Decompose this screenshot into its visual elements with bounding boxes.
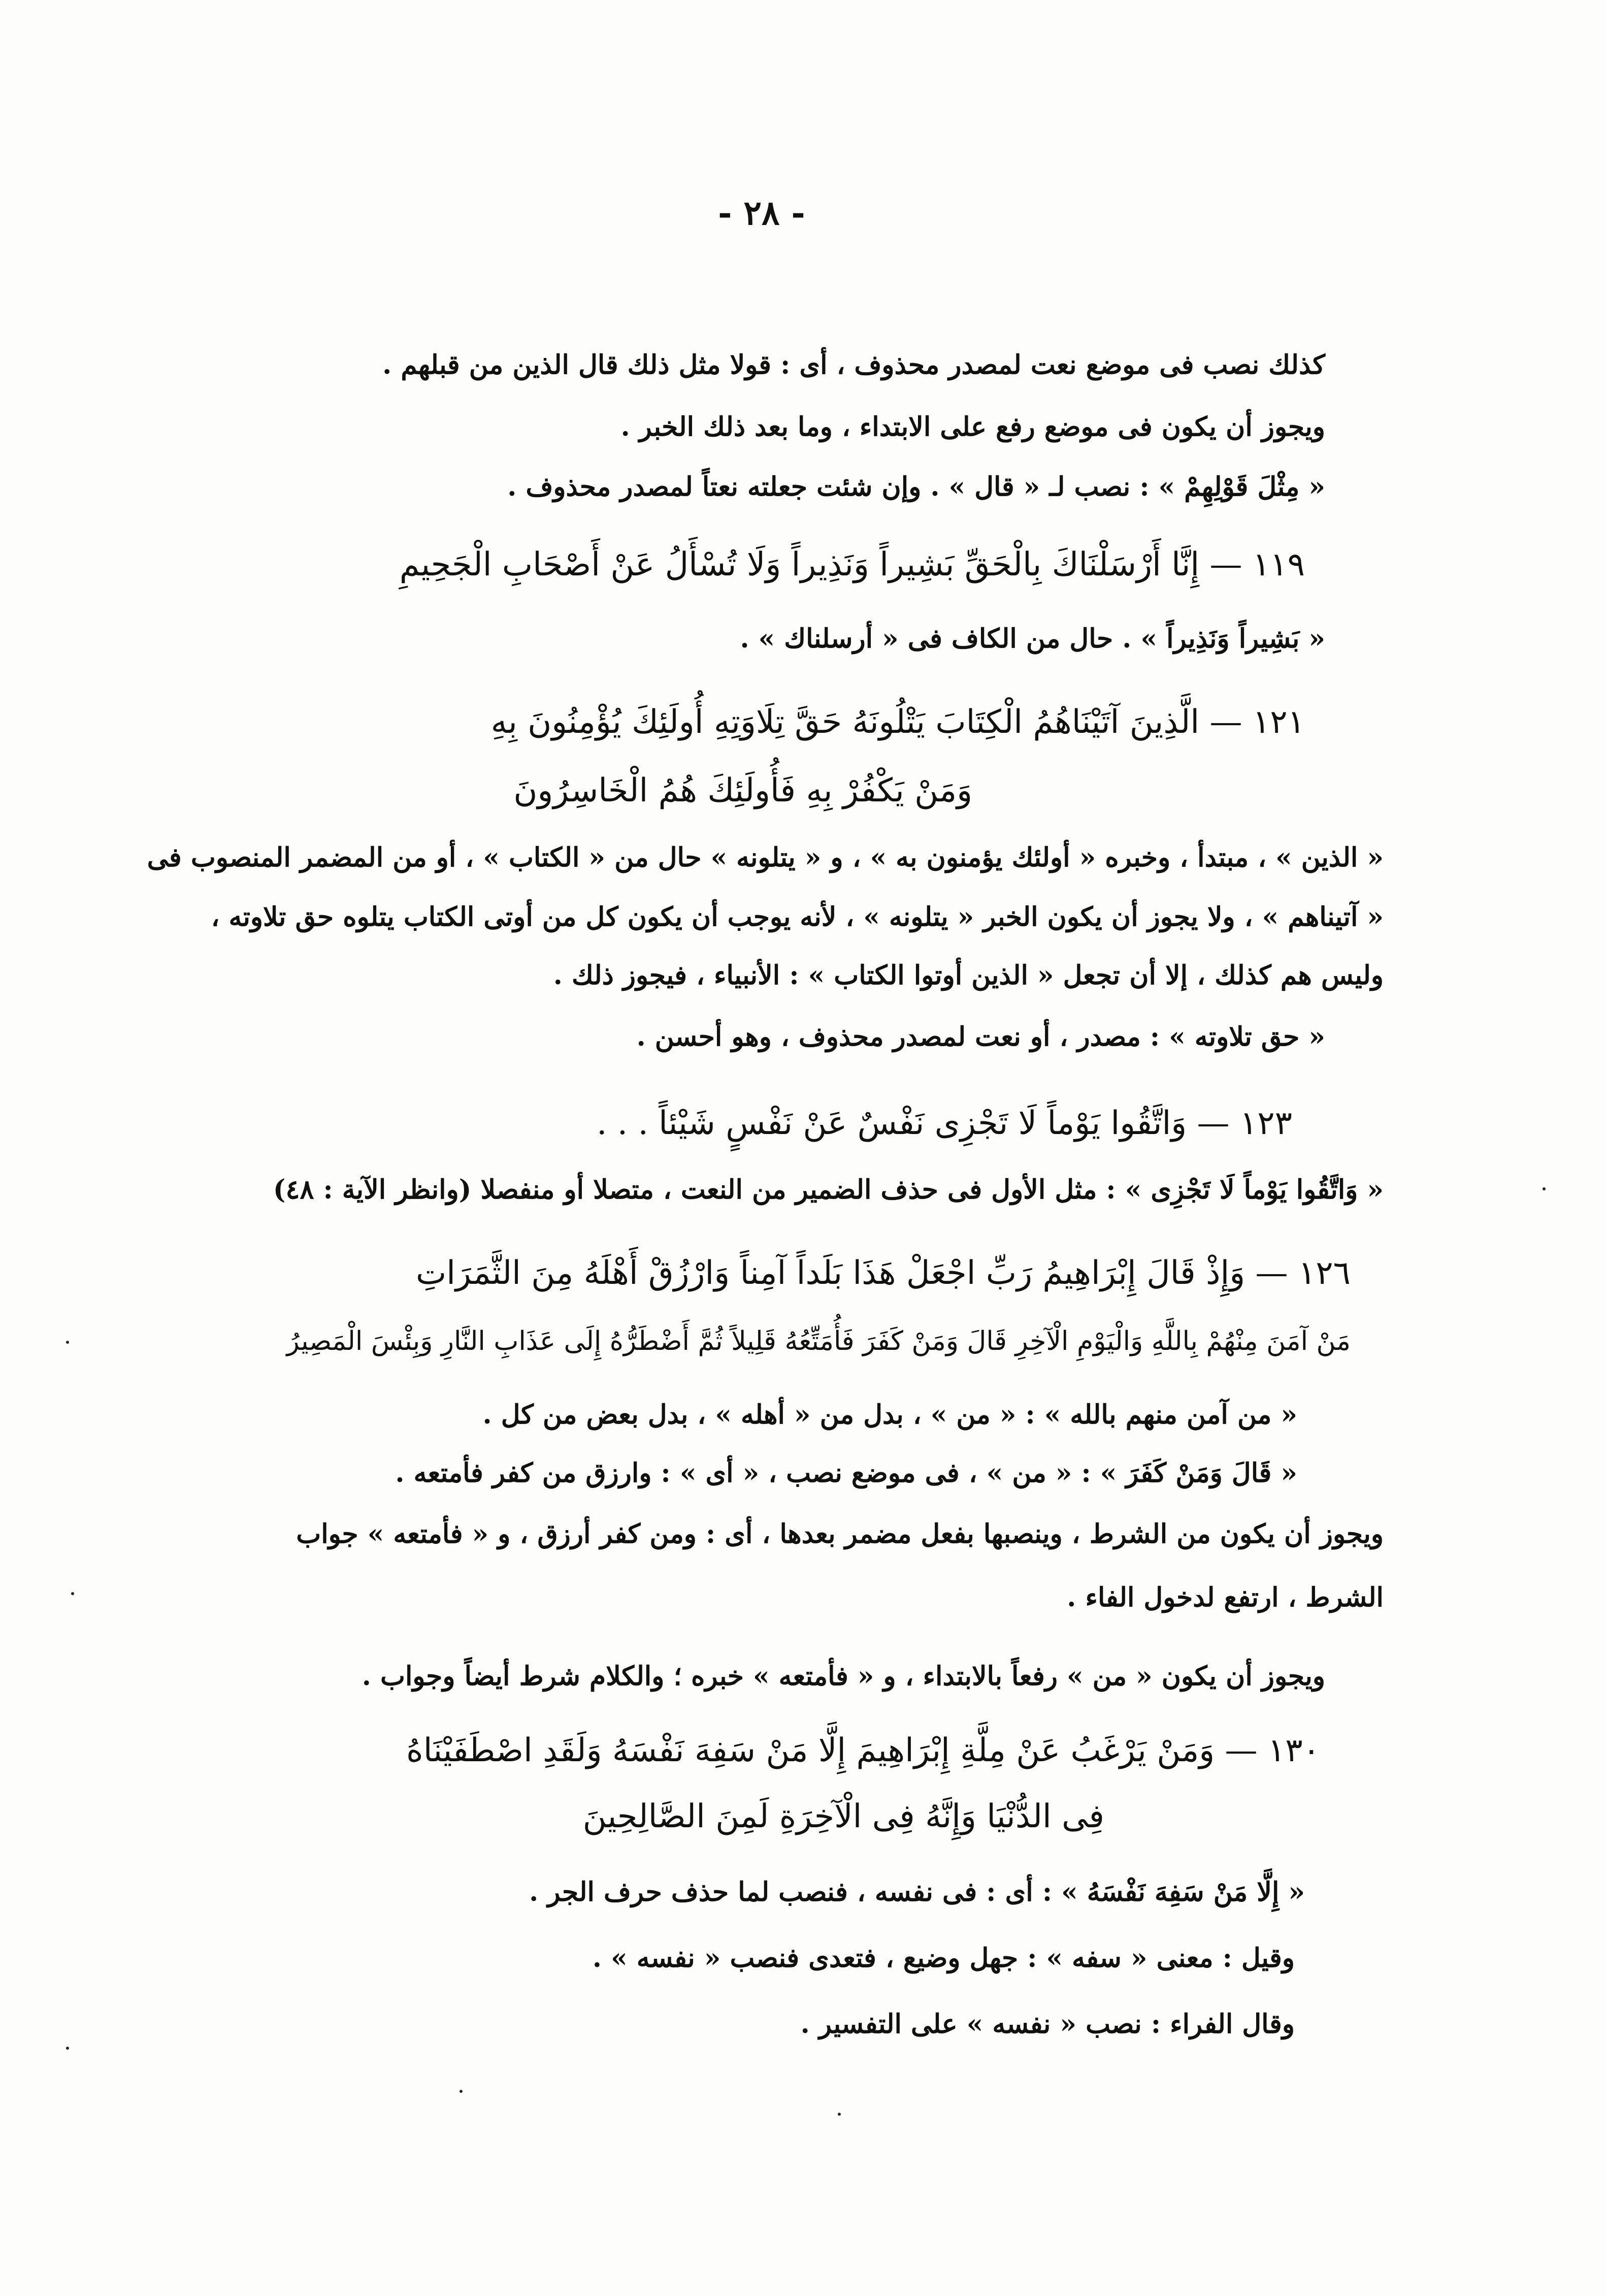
page-number: - ٢٨ - <box>718 193 805 233</box>
scan-speck <box>460 2090 463 2093</box>
text-line-5: « بَشِيراً وَنَذِيراً » . حال من الكاف فى « أرسلناك » . <box>740 623 1325 654</box>
text-line-20: ويجوز أن يكون « من » رفعاً بالابتداء ، و « فأمتعه » خبره ؛ والكلام شرط أيضاً وجواب . <box>362 1661 1325 1692</box>
scan-speck <box>71 1592 74 1595</box>
text-line-3: « مِثْلَ قَوْلِهِمْ » : نصب لـ « قال » . وإن شئت جعلته نعتاً لمصدر محذوف . <box>507 471 1325 502</box>
text-line-13: « وَاتَّقُوا يَوْماً لَا تَجْزِى » : مثل الأول فى حذف الضمير من النعت ، متصلا أو منفصلا (وانظر الآية : ٤٨) <box>273 1174 1384 1205</box>
scan-speck <box>838 2113 841 2116</box>
text-line-2: ويجوز أن يكون فى موضع رفع على الابتداء ، وما بعد ذلك الخبر . <box>620 411 1325 442</box>
text-line-8: « الذين » ، مبتدأ ، وخبره « أولئك يؤمنون به » ، و « يتلونه » حال من « الكتاب » ، أو من المضمر المنصوب فى <box>147 842 1384 873</box>
verse-130-line-1: ١٣٠ — وَمَنْ يَرْغَبُ عَنْ مِلَّةِ إِبْرَاهِيمَ إِلَّا مَنْ سَفِهَ نَفْسَهُ وَلَقَدِ اصْطَفَيْنَاهُ <box>406 1732 1320 1769</box>
verse-130-line-2: فِى الدُّنْيَا وَإِنَّهُ فِى الْآخِرَةِ لَمِنَ الصَّالِحِينَ <box>582 1798 1104 1835</box>
scan-speck <box>66 2047 69 2050</box>
verse-126-line-2: مَنْ آمَنَ مِنْهُمْ بِاللَّهِ وَالْيَوْمِ الْآخِرِ قَالَ وَمَنْ كَفَرَ فَأُمَتِّعُهُ قَلِيلاً ثُمَّ أَضْطَرُّهُ إِلَى عَذَابِ النَّارِ وَبِئْسَ الْمَصِيرُ <box>286 1326 1351 1356</box>
scan-speck <box>1543 1187 1546 1190</box>
text-line-19: الشرط ، ارتفع لدخول الفاء . <box>1067 1582 1384 1613</box>
text-line-10: وليس هم كذلك ، إلا أن تجعل « الذين أوتوا الكتاب » : الأنبياء ، فيجوز ذلك . <box>553 960 1384 991</box>
text-line-18: ويجوز أن يكون من الشرط ، وينصبها بفعل مضمر بعدها ، أى : ومن كفر أرزق ، و « فأمتعه » جواب <box>296 1518 1384 1549</box>
text-line-23: « إِلَّا مَنْ سَفِهَ نَفْسَهُ » : أى : فى نفسه ، فنصب لما حذف حرف الجر . <box>529 1877 1305 1907</box>
text-line-25: وقال الفراء : نصب « نفسه » على التفسير . <box>800 2009 1295 2040</box>
verse-119: ١١٩ — إِنَّا أَرْسَلْنَاكَ بِالْحَقِّ بَشِيراً وَنَذِيراً وَلَا تُسْأَلُ عَنْ أَصْحَابِ الْجَحِيمِ <box>399 546 1305 584</box>
verse-121-line-1: ١٢١ — الَّذِينَ آتَيْنَاهُمُ الْكِتَابَ يَتْلُونَهُ حَقَّ تِلَاوَتِهِ أُولَئِكَ يُؤْمِنُونَ بِهِ <box>490 703 1305 741</box>
verse-121-line-2: وَمَنْ يَكْفُرْ بِهِ فَأُولَئِكَ هُمُ الْخَاسِرُونَ <box>513 772 972 810</box>
scan-speck <box>66 1341 69 1344</box>
verse-123: ١٢٣ — وَاتَّقُوا يَوْماً لَا تَجْزِى نَفْسٌ عَنْ نَفْسٍ شَيْئاً . . . <box>597 1105 1292 1142</box>
verse-126-line-1: ١٢٦ — وَإِذْ قَالَ إِبْرَاهِيمُ رَبِّ اجْعَلْ هَذَا بَلَداً آمِناً وَارْزُقْ أَهْلَهُ مِنَ الثَّمَرَاتِ <box>415 1254 1351 1292</box>
text-line-24: وقيل : معنى « سفه » : جهل وضيع ، فتعدى فنصب « نفسه » . <box>592 1943 1295 1974</box>
text-line-11: « حق تلاوته » : مصدر ، أو نعت لمصدر محذوف ، وهو أحسن . <box>636 1021 1325 1052</box>
text-line-1: كذلك نصب فى موضع نعت لمصدر محذوف ، أى : قولا مثل ذلك قال الذين من قبلهم . <box>382 349 1325 380</box>
text-line-16: « من آمن منهم بالله » : « من » ، بدل من « أهله » ، بدل بعض من كل . <box>482 1399 1297 1430</box>
text-line-9: « آتيناهم » ، ولا يجوز أن يكون الخبر « يتلونه » ، لأنه يوجب أن يكون كل من أوتى الكتاب يتلوه حق تلاوته ، <box>211 901 1384 932</box>
text-line-17: « قَالَ وَمَنْ كَفَرَ » : « من » ، فى موضع نصب ، « أى » : وارزق من كفر فأمتعه . <box>395 1458 1297 1489</box>
